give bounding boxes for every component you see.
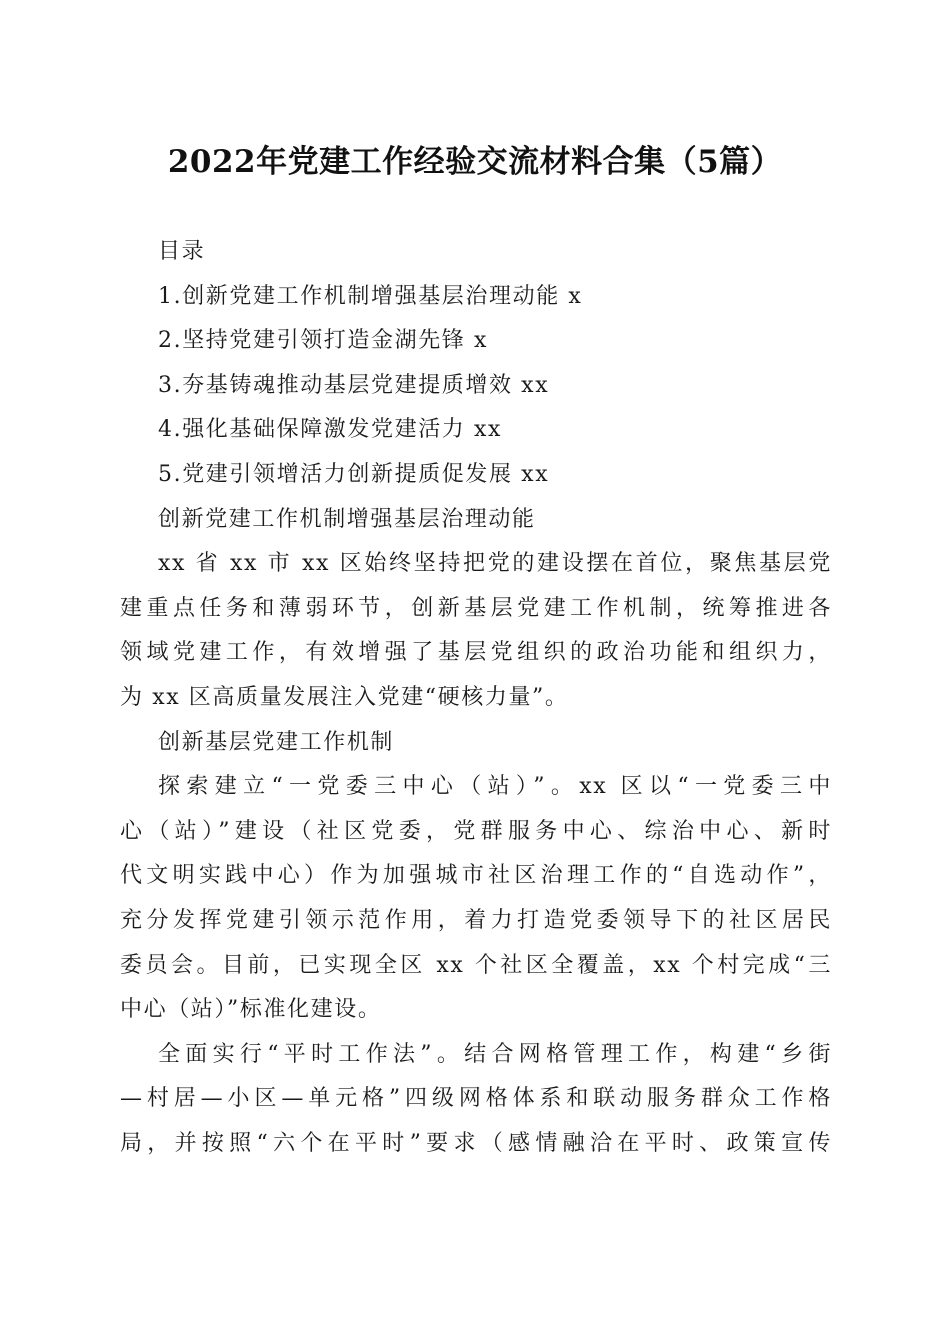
paragraph-line: 心（站）”建设（社区党委，党群服务中心、综治中心、新时 — [120, 818, 832, 844]
toc-item[interactable]: 4.强化基础保障激发党建活力 xx — [158, 417, 502, 443]
intro-paragraph — [120, 542, 832, 720]
paragraph-line: 中心（站）”标准化建设。 — [120, 997, 382, 1023]
paragraph-line: 委员会。目前，已实现全区 xx 个社区全覆盖，xx 个村完成“三 — [120, 952, 832, 978]
subheading: 创新基层党建工作机制 — [158, 729, 395, 755]
paragraph-line: 探索建立“一党委三中心（站）”。xx 区以“一党委三中 — [158, 774, 832, 800]
paragraph-line: 局，并按照“六个在平时”要求（感情融洽在平时、政策宣传 — [120, 1130, 832, 1156]
document-title: 2022年党建工作经验交流材料合集（5篇） — [167, 144, 783, 180]
section-title: 创新党建工作机制增强基层治理动能 — [158, 506, 536, 532]
paragraph-line: 建重点任务和薄弱环节，创新基层党建工作机制，统筹推进各 — [120, 595, 832, 621]
paragraph-line: xx 省 xx 市 xx 区始终坚持把党的建设摆在首位，聚焦基层党 — [158, 551, 832, 577]
body-paragraph — [120, 765, 832, 1033]
toc-item[interactable]: 3.夯基铸魂推动基层党建提质增效 xx — [158, 372, 550, 398]
paragraph-line: 全面实行“平时工作法”。结合网格管理工作，构建“乡街 — [158, 1041, 832, 1067]
toc-item[interactable]: 1.创新党建工作机制增强基层治理动能 x — [158, 283, 583, 309]
toc-heading: 目录 — [158, 239, 206, 264]
toc-item[interactable]: 5.党建引领增活力创新提质促发展 xx — [158, 461, 550, 487]
paragraph-line: 为 xx 区高质量发展注入党建“硬核力量”。 — [120, 684, 569, 710]
document-body — [120, 230, 832, 1166]
body-paragraph — [120, 1033, 832, 1167]
paragraph-line: 领域党建工作，有效增强了基层党组织的政治功能和组织力， — [120, 640, 832, 666]
paragraph-line: 代文明实践中心）作为加强城市社区治理工作的“自选动作”， — [120, 863, 832, 889]
toc-item[interactable]: 2.坚持党建引领打造金湖先锋 x — [158, 328, 488, 354]
paragraph-line: 充分发挥党建引领示范作用，着力打造党委领导下的社区居民 — [120, 907, 832, 933]
paragraph-line: —村居—小区—单元格”四级网格体系和联动服务群众工作格 — [120, 1086, 832, 1112]
